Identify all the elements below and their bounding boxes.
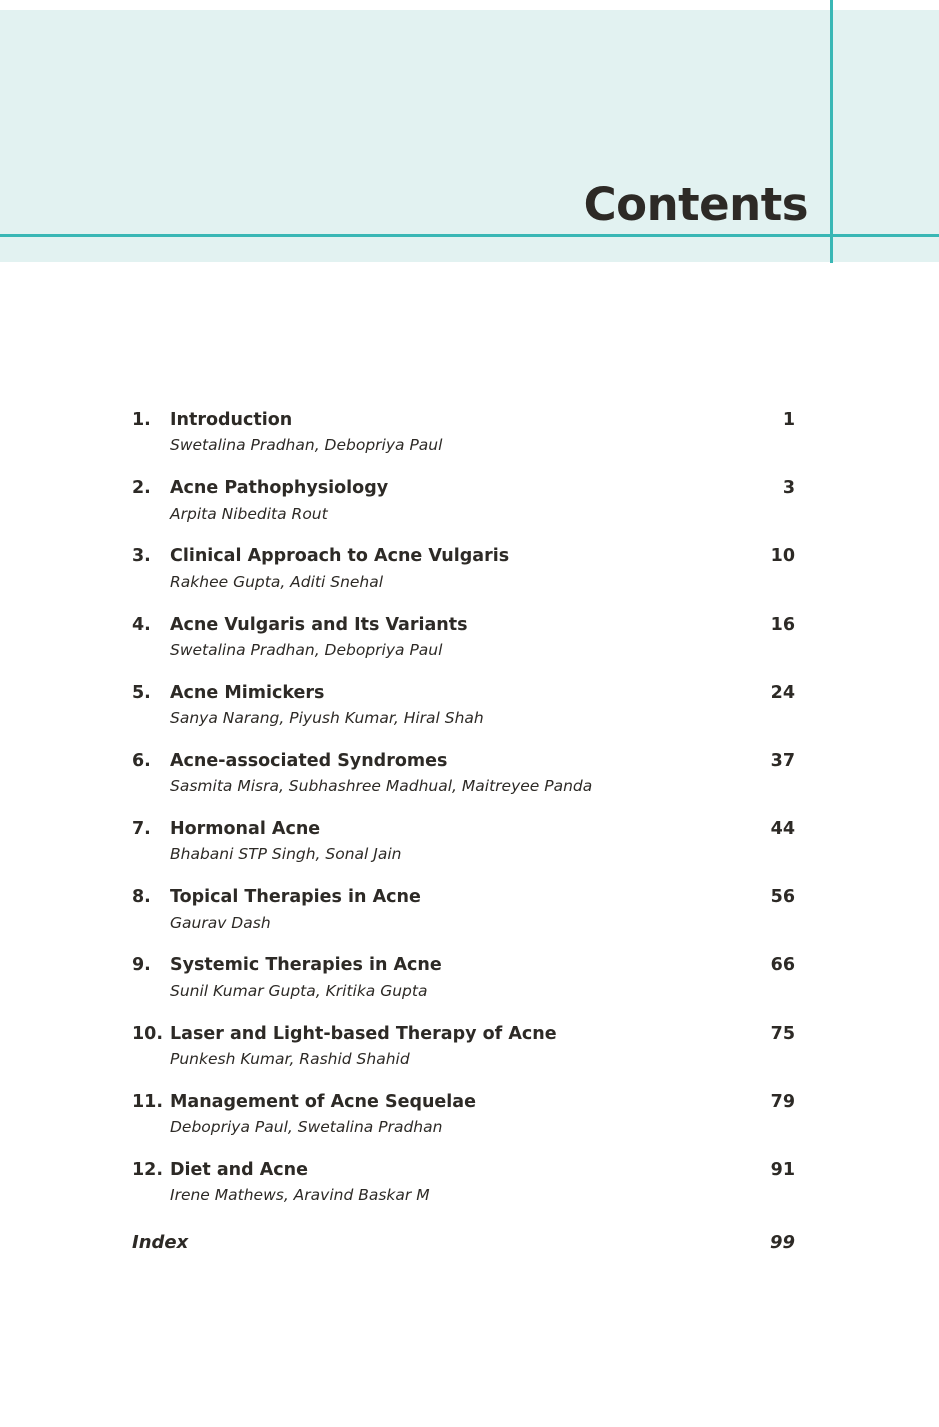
toc-entry-list [132,408,795,1208]
chapter-title: Topical Therapies in Acne [170,887,421,908]
chapter-authors: Swetalina Pradhan, Debopriya Paul [170,640,443,659]
chapter-number: 3. [132,546,151,567]
chapter-authors: Irene Mathews, Aravind Baskar M [170,1186,430,1205]
chapter-page-number: 66 [770,955,795,976]
chapter-number: 10. [132,1023,164,1044]
chapter-number: 1. [132,410,151,430]
toc-entry-main [132,544,795,569]
chapter-page-number: 56 [770,887,795,908]
toc-entry [132,749,795,799]
chapter-number: 8. [132,887,151,908]
chapter-number: 12. [132,1159,164,1180]
chapter-authors: Debopriya Paul, Swetalina Pradhan [170,1118,443,1137]
chapter-authors: Sunil Kumar Gupta, Kritika Gupta [170,981,428,1000]
toc-entry-main [132,885,795,910]
chapter-title: Acne Vulgaris and Its Variants [170,614,468,635]
chapter-authors: Arpita Nibedita Rout [170,504,328,523]
toc-entry-main [132,817,795,842]
chapter-title: Acne Mimickers [170,682,325,703]
chapter-title: Management of Acne Sequelae [170,1091,476,1112]
toc-entry-main [132,613,795,638]
chapter-page-number: 10 [770,546,795,567]
table-of-contents [132,408,795,1253]
toc-entry [132,817,795,867]
header-vertical-rule [830,0,833,263]
toc-entry [132,681,795,731]
chapter-authors: Punkesh Kumar, Rashid Shahid [170,1049,410,1068]
header-horizontal-rule [0,234,939,237]
page-title: Contents [583,178,808,231]
toc-entry [132,613,795,663]
chapter-title: Diet and Acne [170,1159,308,1180]
chapter-number: 5. [132,682,151,703]
toc-entry-main [132,1090,795,1115]
chapter-title: Laser and Light-based Therapy of Acne [170,1023,557,1044]
toc-entry [132,544,795,594]
chapter-page-number: 16 [770,614,795,635]
chapter-page-number: 24 [770,682,795,703]
chapter-page-number: 79 [770,1091,795,1112]
chapter-number: 7. [132,819,151,840]
chapter-title: Clinical Approach to Acne Vulgaris [170,546,510,567]
toc-entry-main [132,408,795,433]
toc-entry-main [132,953,795,978]
index-label: Index [132,1232,189,1254]
chapter-page-number: 44 [770,819,795,840]
chapter-authors: Gaurav Dash [170,913,271,932]
chapter-page-number: 37 [770,750,795,771]
toc-entry [132,1158,795,1208]
toc-entry-main [132,1022,795,1047]
chapter-number: 9. [132,955,151,976]
chapter-title: Acne Pathophysiology [170,478,389,499]
chapter-number: 6. [132,750,151,771]
chapter-title: Introduction [170,410,293,430]
toc-entry [132,1022,795,1072]
chapter-number: 4. [132,614,151,635]
toc-entry-main [132,681,795,706]
toc-entry [132,476,795,526]
toc-entry-main [132,476,795,501]
index-row [132,1232,795,1253]
toc-entry [132,1090,795,1140]
chapter-number: 2. [132,478,151,499]
toc-entry [132,953,795,1003]
chapter-number: 11. [132,1091,164,1112]
chapter-authors: Sasmita Misra, Subhashree Madhual, Maitreyee Panda [170,777,593,796]
chapter-authors: Swetalina Pradhan, Debopriya Paul [170,436,443,455]
chapter-page-number: 3 [782,478,795,499]
chapter-page-number: 91 [770,1159,795,1180]
chapter-authors: Rakhee Gupta, Aditi Snehal [170,572,384,591]
chapter-authors: Bhabani STP Singh, Sonal Jain [170,845,402,864]
chapter-title: Systemic Therapies in Acne [170,955,442,976]
index-page-number: 99 [769,1232,795,1254]
chapter-page-number: 75 [770,1023,795,1044]
toc-entry-main [132,749,795,774]
chapter-authors: Sanya Narang, Piyush Kumar, Hiral Shah [170,709,484,728]
chapter-title: Acne-associated Syndromes [170,750,448,771]
toc-entry-main [132,1158,795,1183]
chapter-page-number: 1 [782,410,795,430]
toc-entry [132,408,795,458]
toc-entry [132,885,795,935]
chapter-title: Hormonal Acne [170,819,321,840]
